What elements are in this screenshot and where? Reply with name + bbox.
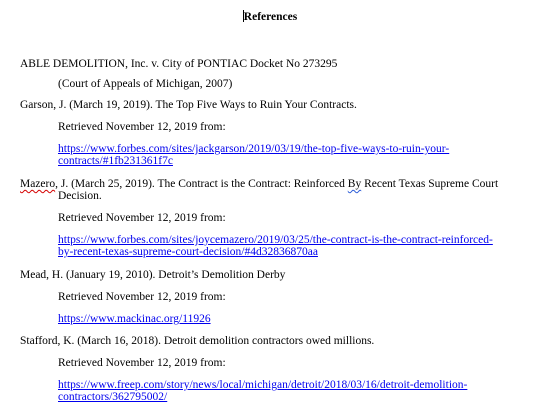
- grammar-flag-by[interactable]: By: [347, 178, 362, 190]
- reference-link-stafford[interactable]: https://www.freep.com/story/news/local/michigan/detroit/2018/03/16/detroit-demolition-: [58, 379, 468, 391]
- reference-entry-able-demolition-court: (Court of Appeals of Michigan, 2007): [58, 78, 233, 90]
- reference-link-stafford-cont[interactable]: contractors/362795002/: [58, 391, 168, 403]
- reference-entry-mead: Mead, H. (January 19, 2010). Detroit’s Demolition Derby: [20, 269, 286, 281]
- reference-retrieved-stafford: Retrieved November 12, 2019 from:: [58, 357, 226, 369]
- reference-link-garson[interactable]: https://www.forbes.com/sites/jackgarson/2019/03/19/the-top-five-ways-to-ruin-your-: [58, 143, 450, 155]
- reference-entry-mazero-mid: , J. (March 25, 2019). The Contract is the Contract: Reinforced: [55, 178, 348, 190]
- reference-entry-mazero-cont: Decision.: [58, 190, 102, 202]
- reference-link-garson-cont[interactable]: contracts/#1fb231361f7c: [58, 155, 173, 167]
- reference-entry-garson: Garson, J. (March 19, 2019). The Top Five Ways to Ruin Your Contracts.: [20, 99, 357, 111]
- reference-entry-stafford: Stafford, K. (March 16, 2018). Detroit demolition contractors owed millions.: [20, 335, 375, 347]
- reference-entry-mazero-end: Recent Texas Supreme Court: [361, 178, 499, 190]
- spelling-error-mazero[interactable]: Mazero: [20, 178, 56, 190]
- reference-link-mazero-cont[interactable]: by-recent-texas-supreme-court-decision/#4d32836870aa: [58, 246, 318, 258]
- reference-link-mazero[interactable]: https://www.forbes.com/sites/joycemazero/2019/03/25/the-contract-is-the-contract-reinforced-: [58, 234, 493, 246]
- reference-retrieved-mead: Retrieved November 12, 2019 from:: [58, 291, 226, 303]
- references-heading-text: References: [243, 11, 298, 23]
- reference-retrieved-mazero: Retrieved November 12, 2019 from:: [58, 212, 226, 224]
- reference-entry-able-demolition: ABLE DEMOLITION, Inc. v. City of PONTIAC Docket No 273295: [20, 58, 338, 70]
- reference-link-mead[interactable]: https://www.mackinac.org/11926: [58, 313, 211, 325]
- reference-retrieved-garson: Retrieved November 12, 2019 from:: [58, 121, 226, 133]
- references-heading: [0, 10, 540, 23]
